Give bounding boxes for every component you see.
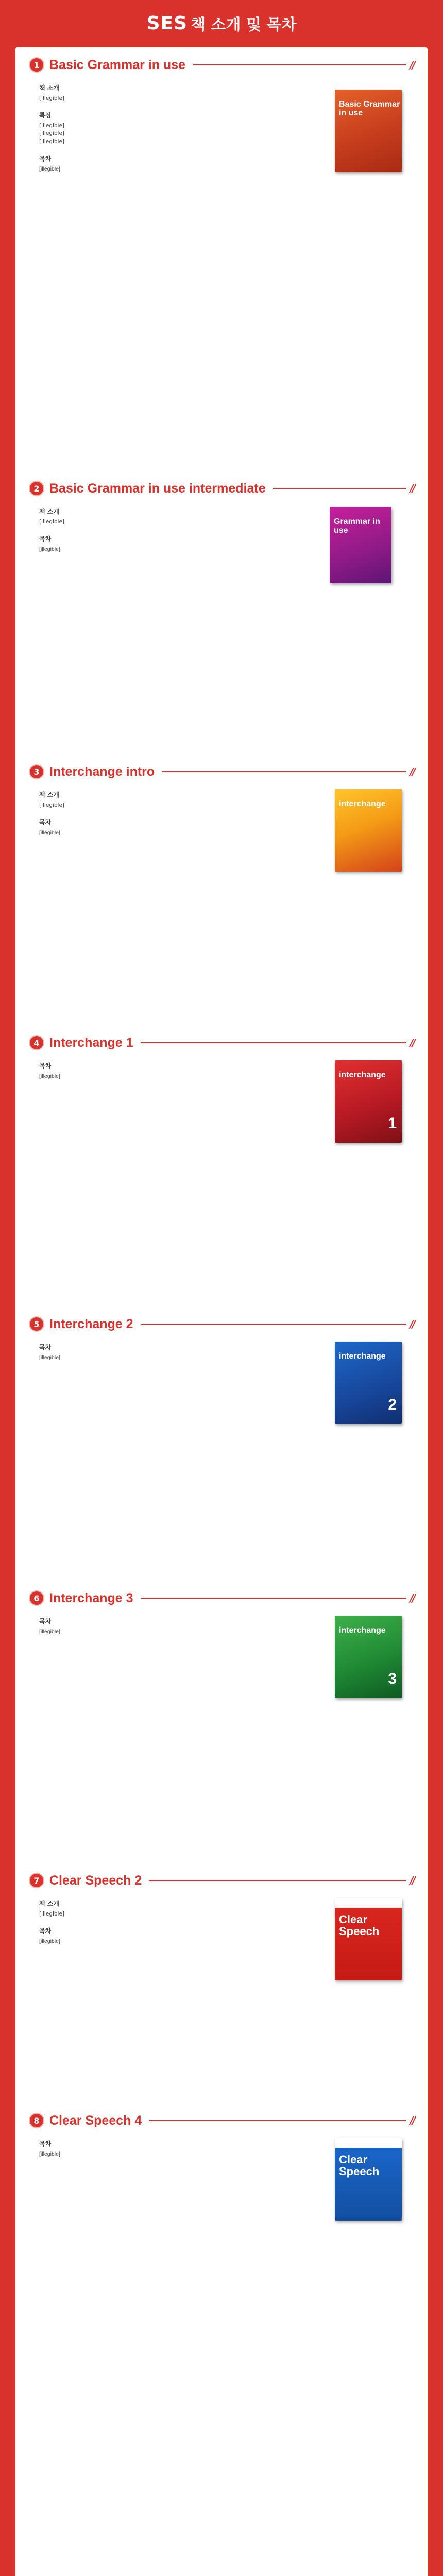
section-body	[39, 2140, 328, 2158]
feature-item: [illegible]	[39, 122, 65, 129]
toc-item: [illegible]	[39, 165, 60, 172]
heading-rule	[273, 488, 407, 489]
section-body	[39, 1062, 328, 1080]
toc-list	[39, 2150, 328, 2159]
section-clear-speech-2	[15, 1870, 428, 2087]
heading-rule	[141, 1042, 407, 1043]
section-heading	[29, 55, 414, 75]
toc-label: 목차	[39, 535, 52, 543]
section-heading	[29, 1032, 414, 1053]
intro-text: [illegible]	[39, 95, 65, 101]
toc-item: [illegible]	[39, 546, 60, 552]
intro-text: [illegible]	[39, 1910, 65, 1917]
section-body	[39, 791, 328, 837]
section-body	[39, 1618, 328, 1636]
book-cover-image	[330, 507, 391, 583]
section-number: 5	[29, 1316, 44, 1332]
book-cover-image	[335, 1616, 402, 1698]
cover-title: Grammar in use	[334, 517, 380, 535]
section-heading	[29, 1870, 414, 1891]
section-number: 7	[29, 1873, 44, 1888]
heading-slash: //	[410, 482, 414, 495]
feature-item: [illegible]	[39, 130, 65, 137]
section-title: Interchange intro	[49, 764, 155, 779]
section-interchange-1	[15, 1032, 428, 1249]
toc-list	[39, 1354, 328, 1362]
toc-list	[39, 829, 328, 837]
heading-slash: //	[410, 1318, 414, 1330]
intro-text: [illegible]	[39, 518, 65, 525]
intro-label: 책 소개	[39, 791, 59, 799]
section-number: 1	[29, 57, 44, 73]
heading-slash: //	[410, 1592, 414, 1604]
section-title: Interchange 2	[49, 1316, 133, 1331]
cover-title: interchange	[339, 1626, 386, 1635]
heading-rule	[149, 2120, 406, 2121]
heading-rule	[193, 64, 406, 65]
book-cover-image	[335, 1342, 402, 1424]
section-title: Clear Speech 2	[49, 1873, 142, 1888]
section-title: Interchange 1	[49, 1035, 133, 1050]
section-number: 2	[29, 481, 44, 496]
heading-slash: //	[410, 1037, 414, 1049]
page-title-text: 책 소개 및 목차	[191, 16, 297, 34]
toc-item: [illegible]	[39, 2150, 60, 2157]
section-number: 4	[29, 1035, 44, 1050]
section-heading	[29, 761, 414, 782]
book-cover-image	[335, 789, 402, 872]
page-title	[0, 0, 443, 46]
features-list	[39, 122, 328, 146]
toc-item: [illegible]	[39, 1354, 60, 1361]
heading-slash: //	[410, 59, 414, 71]
book-cover-image	[335, 90, 402, 172]
section-body	[39, 1344, 328, 1362]
toc-label: 목차	[39, 2140, 52, 2147]
toc-list	[39, 1938, 328, 1946]
toc-item: [illegible]	[39, 1073, 60, 1079]
section-title: Clear Speech 4	[49, 2113, 142, 2128]
toc-label: 목차	[39, 819, 52, 826]
toc-item: [illegible]	[39, 1938, 60, 1944]
toc-item: [illegible]	[39, 1628, 60, 1635]
section-heading	[29, 2110, 414, 2131]
toc-list	[39, 546, 328, 554]
heading-rule	[141, 1324, 407, 1325]
section-interchange-intro	[15, 761, 428, 978]
toc-label: 목차	[39, 1927, 52, 1935]
section-heading	[29, 1588, 414, 1608]
section-interchange-2	[15, 1314, 428, 1530]
brand-text: SES	[146, 12, 188, 34]
section-number: 6	[29, 1590, 44, 1606]
features-label: 특징	[39, 112, 52, 119]
section-basic-grammar-intermediate	[15, 478, 428, 633]
heading-rule	[162, 771, 406, 772]
toc-list	[39, 1628, 328, 1636]
section-interchange-3	[15, 1588, 428, 1804]
section-number: 3	[29, 764, 44, 779]
toc-label: 목차	[39, 1062, 52, 1070]
toc-label: 목차	[39, 1618, 52, 1625]
toc-label: 목차	[39, 1344, 52, 1351]
section-body	[39, 508, 328, 553]
book-cover-image	[335, 2138, 402, 2221]
cover-title: interchange	[339, 800, 386, 808]
section-heading	[29, 478, 414, 499]
intro-text: [illegible]	[39, 802, 65, 808]
heading-rule	[141, 1598, 407, 1599]
cover-title: interchange	[339, 1071, 386, 1079]
section-number: 8	[29, 2113, 44, 2128]
section-heading	[29, 1314, 414, 1334]
cover-title: Basic Grammar in use	[339, 100, 400, 117]
heading-slash: //	[410, 2114, 414, 2127]
cover-number: 1	[388, 1115, 397, 1132]
intro-label: 책 소개	[39, 508, 59, 515]
heading-rule	[149, 1880, 406, 1881]
feature-item: [illegible]	[39, 138, 65, 145]
book-cover-image	[335, 1060, 402, 1143]
section-body	[39, 1900, 328, 1945]
toc-list	[39, 165, 328, 174]
section-clear-speech-4	[15, 2110, 428, 2430]
heading-slash: //	[410, 1874, 414, 1887]
section-title: Basic Grammar in use	[49, 57, 186, 72]
section-basic-grammar	[15, 47, 428, 315]
heading-slash: //	[410, 766, 414, 778]
section-title: Interchange 3	[49, 1590, 133, 1605]
cover-title: interchange	[339, 1352, 386, 1361]
content-panel	[15, 47, 428, 2576]
cover-title: Clear Speech	[339, 2153, 380, 2178]
intro-label: 책 소개	[39, 84, 59, 92]
toc-item: [illegible]	[39, 829, 60, 836]
cover-number: 3	[388, 1670, 397, 1687]
book-cover-image	[335, 1898, 402, 1980]
toc-label: 목차	[39, 155, 52, 162]
section-body	[39, 84, 328, 173]
cover-title: Clear Speech	[339, 1913, 380, 1938]
section-title: Basic Grammar in use intermediate	[49, 481, 266, 496]
cover-number: 2	[388, 1396, 397, 1413]
toc-list	[39, 1073, 328, 1081]
intro-label: 책 소개	[39, 1900, 59, 1907]
